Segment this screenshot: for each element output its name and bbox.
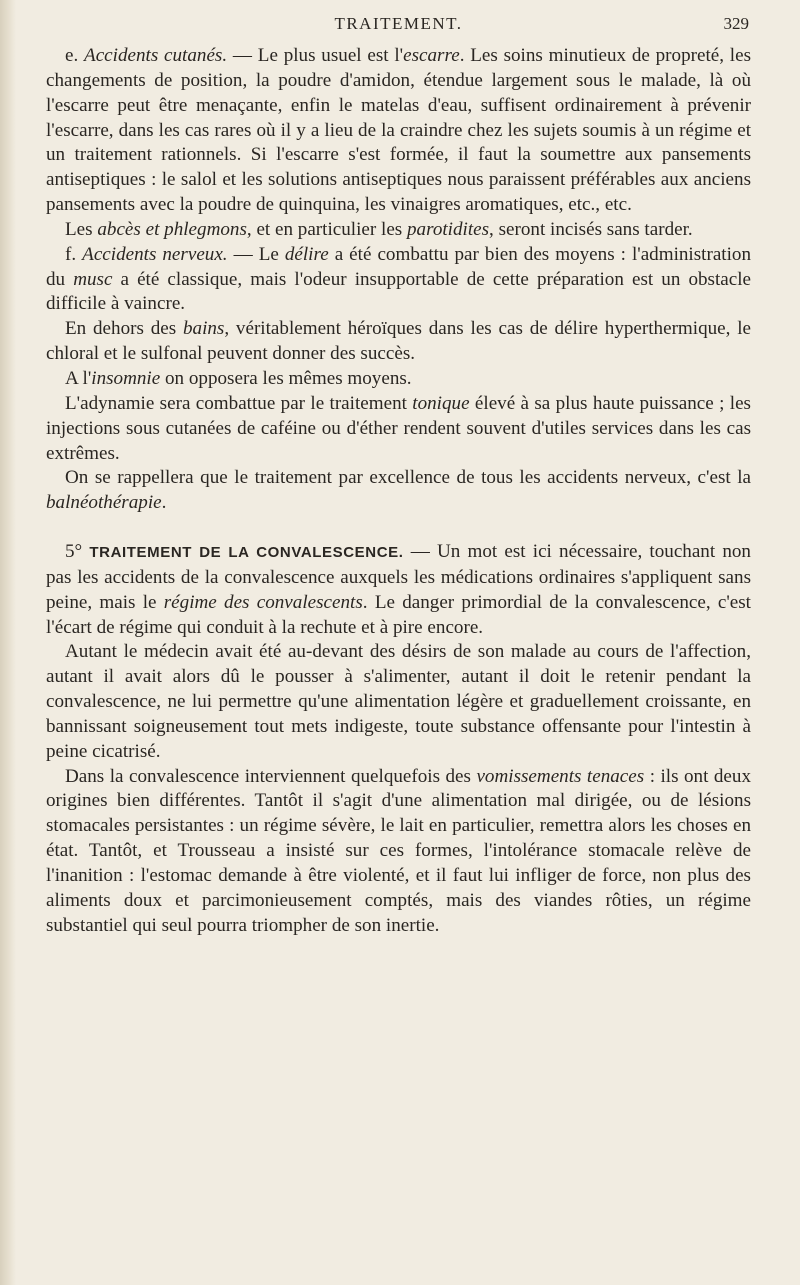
emphasis-text: abcès et phlegmons [97,218,247,240]
emphasis-text: vomissements tenaces [476,765,645,787]
text-run: : ils ont deux origines bien différentes. Tantôt il s'agit d'une alimentation mal dirigée, ou de lésions stomacales persistantes : un régime sévère, le lait en particulier, remettra alors les choses en état. Tantôt, et Trousseau a insisté sur ces formes, l'intolérance stomacale relève de l'inanition : l'estomac demande à être violenté, et il faut lui infliger de force, non plus des aliments doux et parcimonieusement comptés, mais des viandes rôties, un régime substantiel qui seul pourra triompher de son inertie. [46,765,752,936]
emphasis-text: musc [73,268,113,290]
text-run: On se rappellera que le traitement par excellence de tous les accidents nerveux, c'est la [65,467,751,489]
emphasis-text: escarre [403,45,460,66]
list-marker: e. [65,45,85,66]
paragraph-convalescence [46,540,751,640]
text-run: , seront incisés sans tarder. [489,218,693,240]
paragraph-accidents-nerveux [46,243,751,318]
running-head [46,0,751,44]
text-run: on opposera les mêmes moyens. [160,367,412,389]
text-run: — Un mot est ici nécessaire, touchant non pas les accidents de la convalescence auxquels les médications ordinaires s'appliquent sans peine, mais le [46,541,751,613]
text-run: L'adynamie sera combattue par le traitement [65,392,413,414]
text-run: Les [65,218,98,240]
text-run: Dans la convalescence interviennent quelquefois des [65,765,477,787]
body-text [46,44,751,939]
text-run: , véritablement héroïques dans les cas de délire hyperthermique, le chloral et le sulfonal peuvent donner des succès. [46,318,752,365]
emphasis-text: délire [284,243,329,265]
text-run: — Le [227,243,285,265]
paragraph-bains [46,317,751,367]
paragraph-insomnie [46,367,751,392]
text-run: élevé à sa plus haute puissance ; les injections sous cutanées de caféine ou d'éther rendent souvent d'utiles services dans les cas extrêmes. [46,392,751,464]
text-run: , et en particulier les [246,218,407,240]
text-run: . Les soins minutieux de propreté, les changements de position, la poudre d'amidon, étendue largement sous le malade, là où l'escarre peut être menaçante, enfin le matelas d'eau, suffisent ordinairement à prévenir l'escarre, dans les cas rares où il y a lieu de la craindre chez les sujets soumis à un régime et un traitement rationnels. Si l'escarre s'est formée, il faut la soumettre aux pansements antiseptiques : le salol et les solutions antiseptiques nous paraissent préférables aux anciens pansements avec la poudre de quinquina, les vinaigres aromatiques, etc., etc. [46,45,751,216]
page-number: 329 [723,14,749,33]
section-heading-convalescence: TRAITEMENT DE LA CONVALESCENCE. [89,544,404,562]
list-marker: f. [65,243,83,265]
emphasis-text: régime des convalescents [163,591,363,613]
text-run: a été combattu par bien des moyens : l'administration du [46,243,752,290]
text-run: . Le danger primordial de la convalescence, c'est l'écart de régime qui conduit à la rechute et à pire encore. [46,591,751,638]
running-head-title: TRAITEMENT. [334,14,463,33]
emphasis-text: insomnie [91,367,161,389]
book-page [46,0,751,939]
paragraph-alimentation [46,640,751,764]
section-number: 5° [65,541,90,563]
paragraph-vomissements [46,765,751,939]
page-spine-shadow [0,0,16,1285]
text-run: a été classique, mais l'odeur insupportable de cette préparation est un obstacle difficile à vaincre. [46,268,752,315]
paragraph-accidents-cutanes [46,44,751,218]
emphasis-text: balnéothérapie [46,492,162,514]
text-run: Autant le médecin avait été au-devant des désirs de son malade au cours de l'affection, autant il avait alors dû le pousser à s'alimenter, autant il doit le retenir pendant la convalescence, ne lui permettre qu'une alimentation légère et graduellement croissante, en bannissant soigneusement tout mets indigeste, toute substance offensante pour l'intestin à peine cicatrisé. [46,641,751,762]
text-run: — Le plus usuel est l' [227,45,404,66]
emphasis-text: bains [182,318,225,340]
paragraph-adynamie [46,392,751,467]
section-heading-accidents-cutanes: Accidents cutanés. [84,45,228,66]
text-run: . [161,492,167,514]
text-run: En dehors des [65,318,183,340]
paragraph-abces [46,218,751,243]
paragraph-balneotherapie [46,466,751,516]
emphasis-text: tonique [412,392,470,414]
section-heading-accidents-nerveux: Accidents nerveux. [82,243,228,265]
emphasis-text: parotidites [407,218,490,240]
text-run: A l' [65,367,92,389]
